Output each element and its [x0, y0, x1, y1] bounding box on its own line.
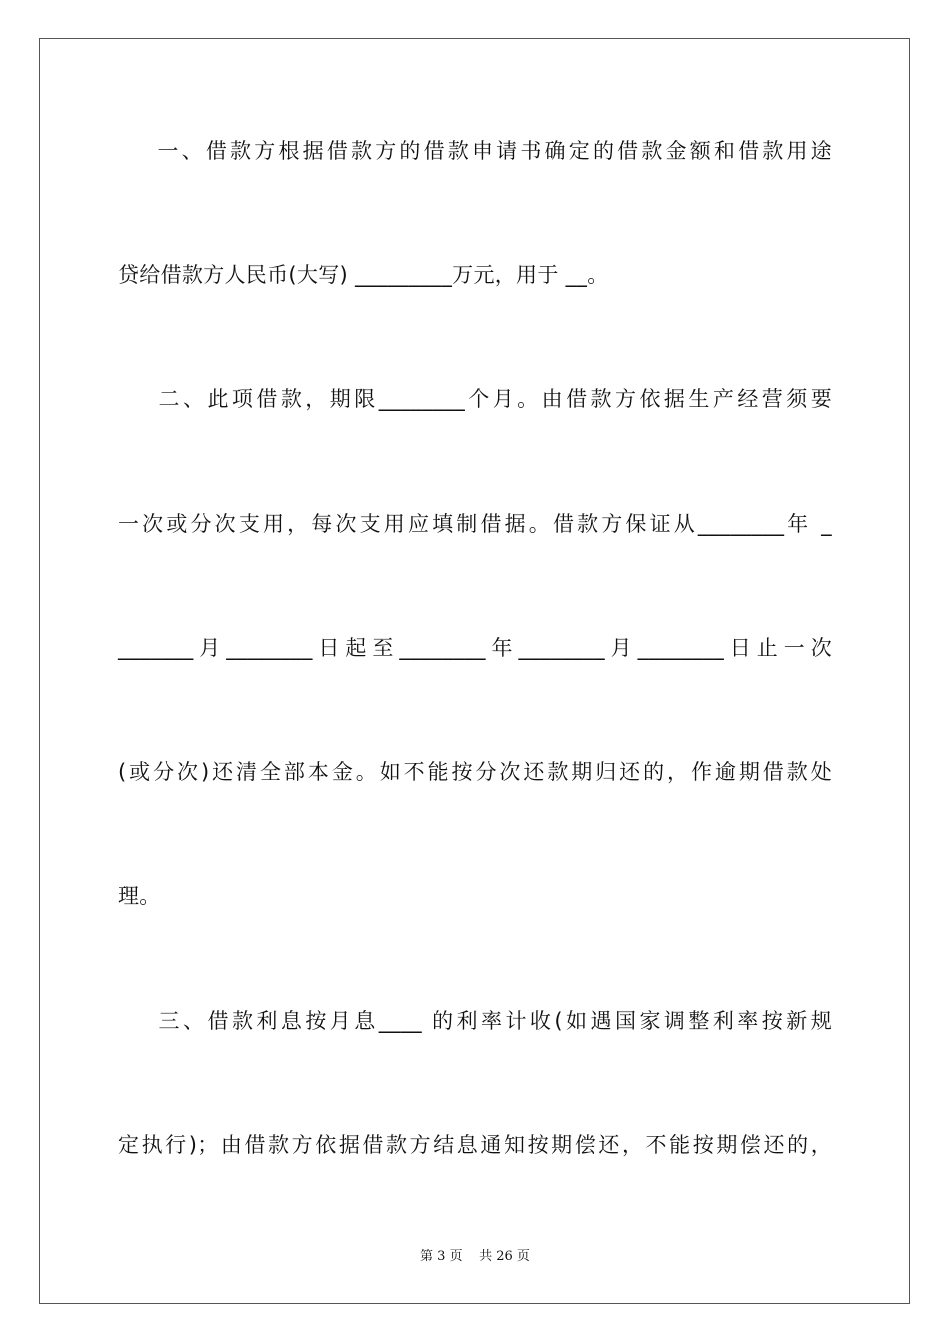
page-footer [0, 1248, 950, 1266]
text-line-4: 一次或分次支用，每次支用应填制借据。借款方保证从________年 _ [118, 512, 832, 536]
text-line-8: 三、借款利息按月息____ 的利率计收(如遇国家调整利率按新规 [118, 1009, 832, 1033]
text-line-7: 理。 [118, 884, 161, 908]
text-line-1: 一、借款方根据借款方的借款申请书确定的借款金额和借款用途 [118, 139, 832, 163]
page-border [39, 38, 910, 1304]
text-line-9: 定执行)；由借款方依据借款方结息通知按期偿还，不能按期偿还的， [118, 1133, 832, 1157]
page-total: 共 26 页 [479, 1249, 530, 1264]
text-line-6: (或分次)还清全部本金。如不能按分次还款期归还的，作逾期借款处 [118, 760, 832, 784]
text-line-2: 贷给借款方人民币(大写) _________万元，用于 __。 [118, 263, 609, 287]
page-number: 第 3 页 [420, 1249, 463, 1264]
text-line-5: _______月________日起至________年________月________日止一次 [118, 636, 832, 660]
text-line-3: 二、此项借款，期限________个月。由借款方依据生产经营须要 [118, 387, 832, 411]
